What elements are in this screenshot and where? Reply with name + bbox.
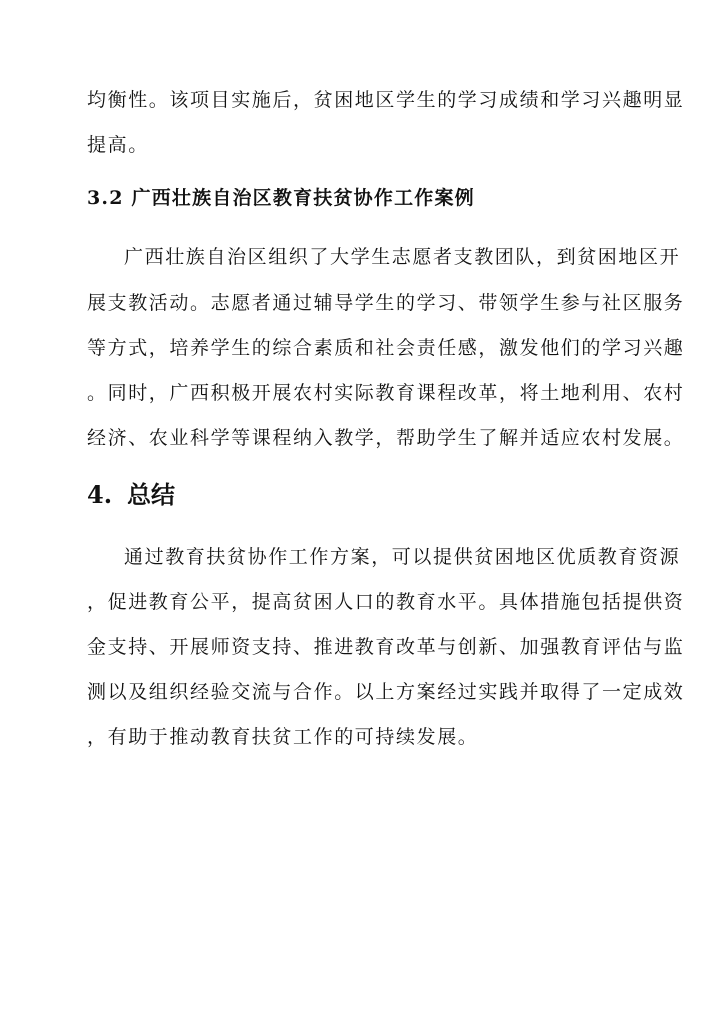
- paragraph-line: 金支持、开展师资支持、推进教育改革与创新、加强教育评估与监: [87, 636, 685, 658]
- paragraph-line: 广西壮族自治区组织了大学生志愿者支教团队，到贫困地区开: [124, 246, 681, 268]
- paragraph-line: 展支教活动。志愿者通过辅导学生的学习、带领学生参与社区服务: [87, 292, 685, 314]
- paragraph-line: 提高。: [87, 134, 149, 156]
- paragraph-line: 。同时，广西积极开展农村实际教育课程改革，将土地利用、农村: [87, 382, 685, 404]
- section-number: 4.: [87, 480, 113, 509]
- section-title: 总结: [127, 480, 175, 509]
- paragraph-line: 经济、农业科学等课程纳入教学，帮助学生了解并适应农村发展。: [87, 427, 685, 449]
- paragraph-line: 通过教育扶贫协作工作方案，可以提供贫困地区优质教育资源: [124, 546, 681, 568]
- paragraph-line: ，促进教育公平，提高贫困人口的教育水平。具体措施包括提供资: [87, 591, 685, 613]
- section-heading-3-2: 3.2 广西壮族自治区教育扶贫协作工作案例: [87, 187, 475, 209]
- paragraph-line: 等方式，培养学生的综合素质和社会责任感，激发他们的学习兴趣: [87, 337, 685, 359]
- paragraph-line: 均衡性。该项目实施后，贫困地区学生的学习成绩和学习兴趣明显: [87, 89, 685, 111]
- section-heading-4: [87, 480, 175, 510]
- paragraph-line: 测以及组织经验交流与合作。以上方案经过实践并取得了一定成效: [87, 681, 685, 703]
- paragraph-line: ，有助于推动教育扶贫工作的可持续发展。: [87, 726, 479, 748]
